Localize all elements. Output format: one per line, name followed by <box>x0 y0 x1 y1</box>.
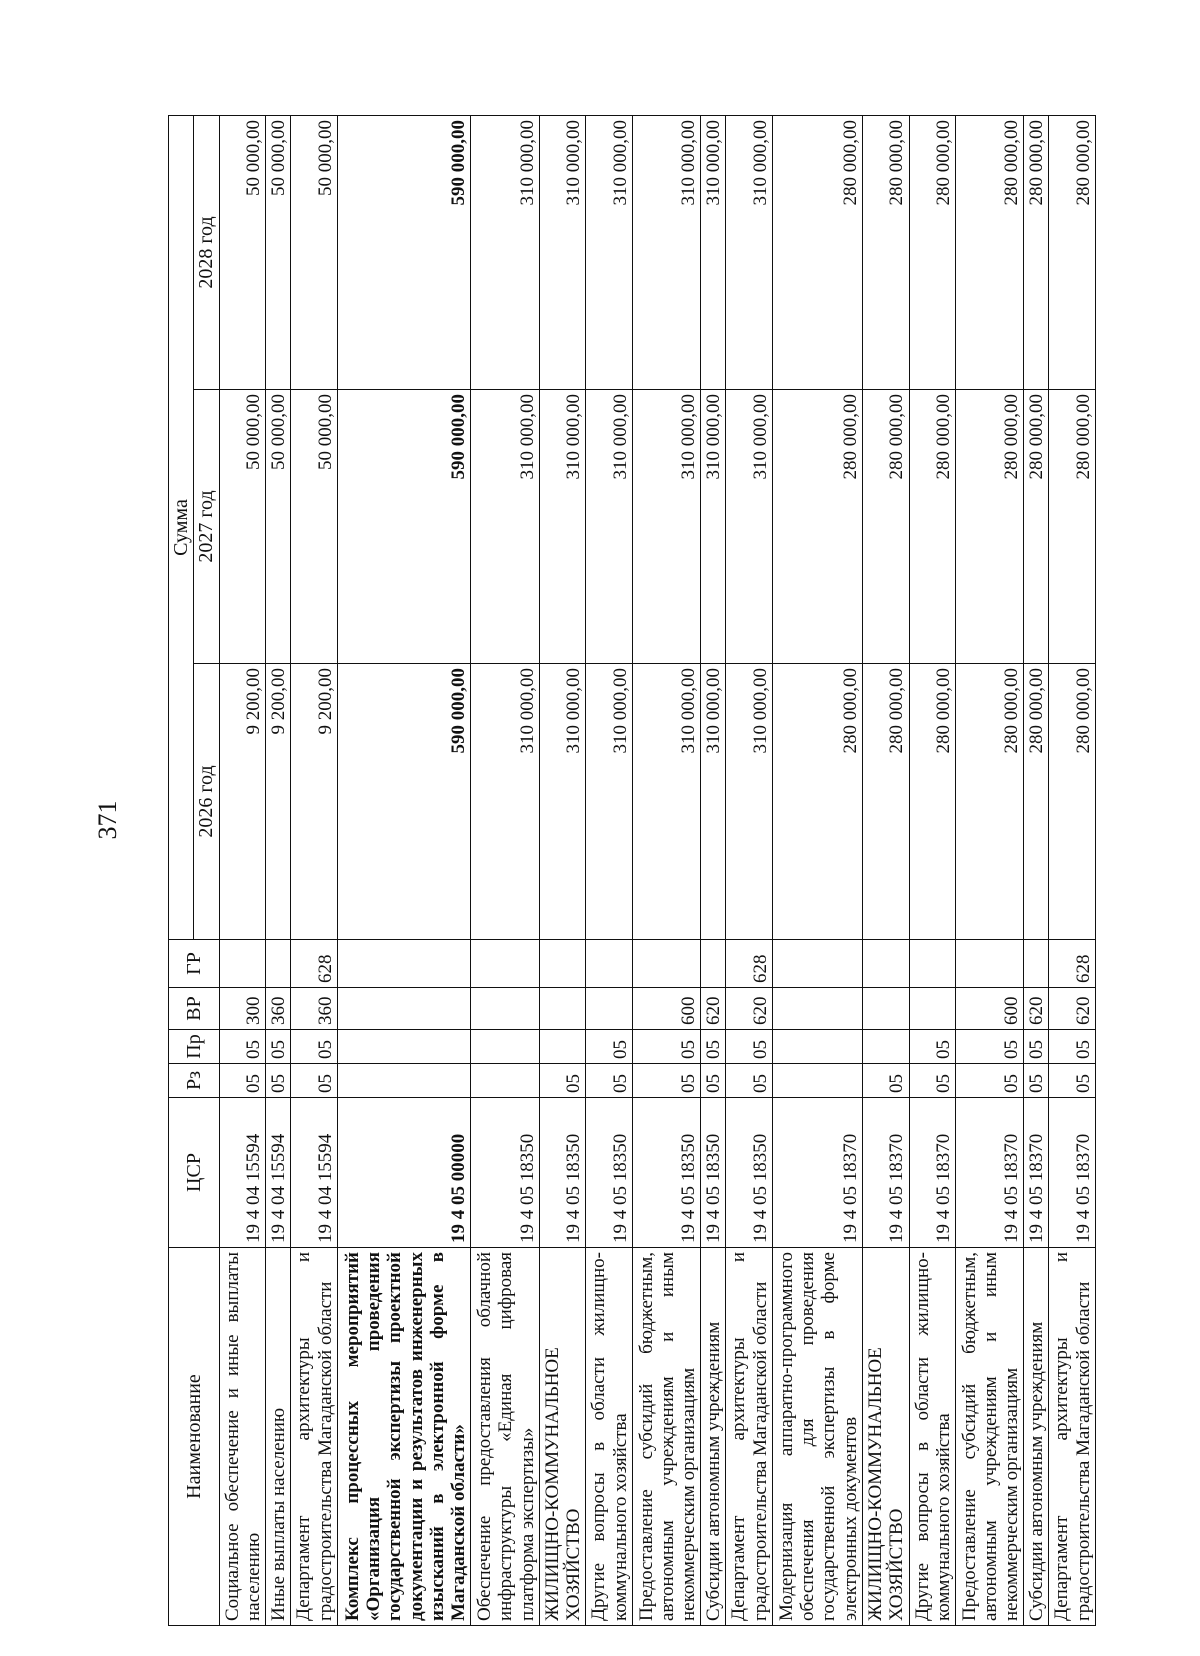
table-row <box>701 115 726 1625</box>
row-2028: 50 000,00 <box>266 115 291 389</box>
row-2028: 280 000,00 <box>956 115 1024 389</box>
row-vr: 600 <box>633 988 701 1030</box>
row-rz: 05 <box>291 1064 338 1098</box>
row-csr: 19 4 04 15594 <box>291 1098 338 1248</box>
row-2027: 310 000,00 <box>701 390 726 664</box>
row-name: Субсидии автономным учреждениям <box>701 1248 726 1626</box>
row-gr <box>701 940 726 988</box>
row-2027: 310 000,00 <box>471 390 539 664</box>
row-gr <box>909 940 956 988</box>
row-2027: 590 000,00 <box>337 390 471 664</box>
row-name: Субсидии автономным учреждениям <box>1024 1248 1049 1626</box>
row-rz: 05 <box>266 1064 291 1098</box>
row-2028: 50 000,00 <box>219 115 266 389</box>
row-vr <box>772 988 862 1030</box>
row-rz: 05 <box>909 1064 956 1098</box>
table-row <box>539 115 586 1625</box>
table-row <box>772 115 862 1625</box>
row-2027: 310 000,00 <box>633 390 701 664</box>
table-body <box>219 115 1095 1625</box>
table-row <box>862 115 909 1625</box>
row-2028: 310 000,00 <box>471 115 539 389</box>
row-rz: 05 <box>701 1064 726 1098</box>
row-2026: 9 200,00 <box>266 664 291 940</box>
row-name: Другие вопросы в области жилищно-коммунального хозяйства <box>586 1248 633 1626</box>
row-2028: 280 000,00 <box>909 115 956 389</box>
row-rz: 05 <box>1049 1064 1096 1098</box>
row-2028: 310 000,00 <box>726 115 773 389</box>
header-gr: ГР <box>169 940 220 988</box>
row-gr <box>219 940 266 988</box>
row-vr <box>337 988 471 1030</box>
row-2027: 280 000,00 <box>909 390 956 664</box>
header-2027: 2027 год <box>194 390 219 664</box>
row-pr <box>337 1030 471 1064</box>
row-2028: 310 000,00 <box>633 115 701 389</box>
row-name: Департамент архитектуры и градостроительства Магаданской области <box>726 1248 773 1626</box>
header-row-1 <box>169 115 194 1625</box>
row-rz: 05 <box>633 1064 701 1098</box>
row-gr: 628 <box>1049 940 1096 988</box>
row-2028: 50 000,00 <box>291 115 338 389</box>
row-2026: 310 000,00 <box>471 664 539 940</box>
row-2027: 280 000,00 <box>772 390 862 664</box>
page-number: 371 <box>93 800 122 840</box>
row-vr: 360 <box>266 988 291 1030</box>
row-2027: 50 000,00 <box>266 390 291 664</box>
row-csr: 19 4 05 18370 <box>862 1098 909 1248</box>
row-2026: 280 000,00 <box>909 664 956 940</box>
table-row <box>219 115 266 1625</box>
row-csr: 19 4 05 18370 <box>909 1098 956 1248</box>
row-2028: 310 000,00 <box>586 115 633 389</box>
row-pr: 05 <box>586 1030 633 1064</box>
row-rz <box>471 1064 539 1098</box>
row-pr: 05 <box>291 1030 338 1064</box>
row-rz <box>337 1064 471 1098</box>
row-2026: 590 000,00 <box>337 664 471 940</box>
row-csr: 19 4 05 18350 <box>471 1098 539 1248</box>
row-vr: 600 <box>956 988 1024 1030</box>
row-gr <box>956 940 1024 988</box>
row-gr: 628 <box>726 940 773 988</box>
row-name: Департамент архитектуры и градостроительства Магаданской области <box>291 1248 338 1626</box>
row-rz: 05 <box>1024 1064 1049 1098</box>
row-vr <box>471 988 539 1030</box>
row-2028: 280 000,00 <box>862 115 909 389</box>
row-rz <box>772 1064 862 1098</box>
table-row <box>266 115 291 1625</box>
row-csr: 19 4 05 18370 <box>1049 1098 1096 1248</box>
table-row <box>586 115 633 1625</box>
row-pr: 05 <box>909 1030 956 1064</box>
row-name: ЖИЛИЩНО-КОММУНАЛЬНОЕ ХОЗЯЙСТВО <box>539 1248 586 1626</box>
row-vr <box>586 988 633 1030</box>
table-row <box>291 115 338 1625</box>
row-csr: 19 4 05 18370 <box>1024 1098 1049 1248</box>
row-csr: 19 4 05 18370 <box>772 1098 862 1248</box>
header-name: Наименование <box>169 1248 220 1626</box>
row-2027: 310 000,00 <box>586 390 633 664</box>
row-gr: 628 <box>291 940 338 988</box>
row-gr <box>539 940 586 988</box>
row-gr <box>633 940 701 988</box>
row-rz: 05 <box>862 1064 909 1098</box>
row-csr: 19 4 05 18370 <box>956 1098 1024 1248</box>
row-vr: 360 <box>291 988 338 1030</box>
row-pr: 05 <box>726 1030 773 1064</box>
table-row <box>337 115 471 1625</box>
row-pr: 05 <box>1049 1030 1096 1064</box>
table-row <box>1024 115 1049 1625</box>
header-rz: Рз <box>169 1064 220 1098</box>
header-csr: ЦСР <box>169 1098 220 1248</box>
row-pr <box>539 1030 586 1064</box>
header-2028: 2028 год <box>194 115 219 389</box>
header-pr: Пр <box>169 1030 220 1064</box>
row-pr: 05 <box>1024 1030 1049 1064</box>
row-2026: 310 000,00 <box>633 664 701 940</box>
row-2026: 310 000,00 <box>586 664 633 940</box>
row-2026: 310 000,00 <box>701 664 726 940</box>
row-2026: 280 000,00 <box>1049 664 1096 940</box>
row-csr: 19 4 05 18350 <box>586 1098 633 1248</box>
row-vr: 620 <box>726 988 773 1030</box>
row-pr <box>862 1030 909 1064</box>
row-name: Департамент архитектуры и градостроительства Магаданской области <box>1049 1248 1096 1626</box>
row-2028: 590 000,00 <box>337 115 471 389</box>
row-name: Комплекс процессных мероприятий «Организация проведения государственной экспертизы проектной документации и результатов инженерных изысканий в электронной форме в Магаданской области» <box>337 1248 471 1626</box>
header-2026: 2026 год <box>194 664 219 940</box>
row-pr: 05 <box>956 1030 1024 1064</box>
row-csr: 19 4 05 18350 <box>726 1098 773 1248</box>
row-name: Другие вопросы в области жилищно-коммунального хозяйства <box>909 1248 956 1626</box>
row-gr <box>471 940 539 988</box>
table-row <box>956 115 1024 1625</box>
row-2028: 280 000,00 <box>1024 115 1049 389</box>
row-csr: 19 4 04 15594 <box>219 1098 266 1248</box>
header-sum: Сумма <box>169 115 194 939</box>
row-2027: 310 000,00 <box>539 390 586 664</box>
row-csr: 19 4 05 18350 <box>539 1098 586 1248</box>
row-2026: 280 000,00 <box>1024 664 1049 940</box>
header-vr: ВР <box>169 988 220 1030</box>
row-name: Обеспечение предоставления облачной инфраструктуры «Единая цифровая платформа экспертизы» <box>471 1248 539 1626</box>
row-2028: 280 000,00 <box>1049 115 1096 389</box>
row-2026: 280 000,00 <box>862 664 909 940</box>
budget-table <box>168 115 1096 1626</box>
row-vr <box>909 988 956 1030</box>
row-rz: 05 <box>219 1064 266 1098</box>
row-vr: 620 <box>1024 988 1049 1030</box>
row-2028: 310 000,00 <box>701 115 726 389</box>
table-row <box>726 115 773 1625</box>
row-pr: 05 <box>219 1030 266 1064</box>
row-vr: 620 <box>1049 988 1096 1030</box>
row-2026: 9 200,00 <box>219 664 266 940</box>
row-gr <box>772 940 862 988</box>
row-2026: 280 000,00 <box>772 664 862 940</box>
row-2027: 50 000,00 <box>291 390 338 664</box>
row-gr <box>1024 940 1049 988</box>
row-2027: 280 000,00 <box>1049 390 1096 664</box>
row-vr <box>539 988 586 1030</box>
row-name: Предоставление субсидий бюджетным, автономным учреждениям и иным некоммерческим организациям <box>956 1248 1024 1626</box>
row-2026: 310 000,00 <box>726 664 773 940</box>
row-gr <box>266 940 291 988</box>
row-2027: 280 000,00 <box>956 390 1024 664</box>
row-rz: 05 <box>586 1064 633 1098</box>
table-row <box>1049 115 1096 1625</box>
row-rz: 05 <box>539 1064 586 1098</box>
row-name: Социальное обеспечение и иные выплаты населению <box>219 1248 266 1626</box>
row-csr: 19 4 04 15594 <box>266 1098 291 1248</box>
row-2028: 280 000,00 <box>772 115 862 389</box>
row-vr: 620 <box>701 988 726 1030</box>
row-pr: 05 <box>701 1030 726 1064</box>
row-csr: 19 4 05 00000 <box>337 1098 471 1248</box>
rotated-table-wrapper <box>168 116 1096 1626</box>
row-pr <box>471 1030 539 1064</box>
row-2028: 310 000,00 <box>539 115 586 389</box>
row-name: Иные выплаты населению <box>266 1248 291 1626</box>
row-csr: 19 4 05 18350 <box>633 1098 701 1248</box>
row-vr <box>862 988 909 1030</box>
row-2026: 9 200,00 <box>291 664 338 940</box>
row-2027: 280 000,00 <box>862 390 909 664</box>
row-gr <box>586 940 633 988</box>
row-vr: 300 <box>219 988 266 1030</box>
row-2026: 280 000,00 <box>956 664 1024 940</box>
row-pr: 05 <box>266 1030 291 1064</box>
table-row <box>633 115 701 1625</box>
row-pr: 05 <box>633 1030 701 1064</box>
row-rz: 05 <box>956 1064 1024 1098</box>
row-csr: 19 4 05 18350 <box>701 1098 726 1248</box>
row-gr <box>337 940 471 988</box>
table-row <box>471 115 539 1625</box>
row-2026: 310 000,00 <box>539 664 586 940</box>
row-name: Предоставление субсидий бюджетным, автономным учреждениям и иным некоммерческим организациям <box>633 1248 701 1626</box>
row-pr <box>772 1030 862 1064</box>
row-rz: 05 <box>726 1064 773 1098</box>
row-2027: 280 000,00 <box>1024 390 1049 664</box>
row-2027: 50 000,00 <box>219 390 266 664</box>
row-2027: 310 000,00 <box>726 390 773 664</box>
row-name: ЖИЛИЩНО-КОММУНАЛЬНОЕ ХОЗЯЙСТВО <box>862 1248 909 1626</box>
row-name: Модернизация аппаратно-программного обеспечения для проведения государственной экспертизы в форме электронных документов <box>772 1248 862 1626</box>
table-row <box>909 115 956 1625</box>
row-gr <box>862 940 909 988</box>
